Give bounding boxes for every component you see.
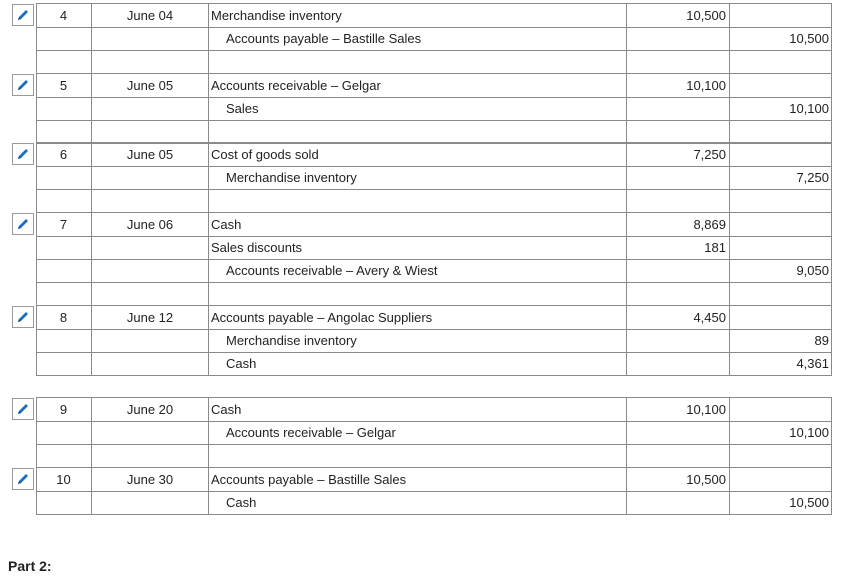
column-divider: [831, 120, 832, 143]
part-2-heading: Part 2:: [8, 558, 52, 574]
journal-line: [36, 4, 832, 28]
credit-amount: 10,500: [789, 31, 829, 46]
column-divider: [208, 97, 209, 120]
entry-number: 5: [59, 78, 68, 93]
column-divider: [208, 329, 209, 352]
account-title: Cash: [226, 356, 257, 371]
account-title: Accounts payable – Bastille Sales: [211, 472, 407, 487]
credit-amount: [730, 306, 829, 329]
column-divider: [36, 97, 37, 120]
column-divider: [36, 421, 37, 444]
debit-amount: [626, 282, 726, 305]
column-divider: [831, 97, 832, 120]
column-divider: [36, 27, 37, 50]
entry-number: 9: [59, 402, 68, 417]
entry-number: 8: [59, 310, 68, 325]
column-divider: [208, 236, 209, 259]
column-divider: [91, 259, 92, 282]
column-divider: [91, 97, 92, 120]
journal-line: [36, 468, 832, 492]
debit-amount: [626, 189, 726, 212]
account-title: Accounts receivable – Gelgar: [226, 425, 396, 440]
debit-amount: [626, 491, 726, 514]
edit-entry-button[interactable]: [12, 4, 34, 26]
debit-amount: 10,500: [686, 472, 726, 487]
account-title: Accounts payable – Bastille Sales: [226, 31, 422, 46]
column-divider: [91, 282, 92, 305]
column-divider: [208, 74, 209, 97]
account-title: Cash: [211, 402, 242, 417]
account-title: Merchandise inventory: [226, 170, 357, 185]
debit-amount: [626, 329, 726, 352]
credit-amount: [730, 143, 829, 166]
column-divider: [91, 236, 92, 259]
credit-amount: 10,500: [789, 495, 829, 510]
debit-amount: 181: [704, 240, 726, 255]
debit-amount: 4,450: [693, 310, 726, 325]
entry-number: 4: [59, 8, 68, 23]
column-divider: [831, 143, 832, 166]
column-divider: [36, 189, 37, 212]
entry-date: June 20: [126, 402, 174, 417]
column-divider: [36, 282, 37, 305]
column-divider: [831, 189, 832, 212]
column-divider: [831, 306, 832, 329]
credit-amount: 9,050: [796, 263, 829, 278]
column-divider: [36, 491, 37, 514]
account-title: [211, 282, 621, 305]
credit-amount: 7,250: [796, 170, 829, 185]
entry-date: June 05: [126, 78, 174, 93]
credit-amount: [730, 189, 829, 212]
account-title: Accounts payable – Angolac Suppliers: [211, 310, 433, 325]
credit-amount: [730, 282, 829, 305]
account-title: [211, 120, 621, 143]
debit-amount: [626, 352, 726, 375]
journal-line: [36, 282, 832, 306]
column-divider: [831, 282, 832, 305]
credit-amount: 89: [814, 333, 829, 348]
entry-date: June 06: [126, 217, 174, 232]
edit-entry-button[interactable]: [12, 213, 34, 235]
account-title: Cash: [211, 217, 242, 232]
column-divider: [208, 189, 209, 212]
column-divider: [831, 491, 832, 514]
column-divider: [208, 306, 209, 329]
column-divider: [91, 352, 92, 375]
column-divider: [831, 236, 832, 259]
column-divider: [36, 329, 37, 352]
journal-line: [36, 491, 832, 515]
column-divider: [36, 259, 37, 282]
credit-amount: [730, 120, 829, 143]
account-title: Merchandise inventory: [226, 333, 357, 348]
column-divider: [36, 166, 37, 189]
column-divider: [208, 352, 209, 375]
column-divider: [208, 27, 209, 50]
debit-amount: 10,100: [686, 402, 726, 417]
column-divider: [36, 236, 37, 259]
debit-amount: [626, 166, 726, 189]
edit-entry-button[interactable]: [12, 398, 34, 420]
account-title: Accounts receivable – Gelgar: [211, 78, 381, 93]
journal-line: [36, 97, 832, 121]
journal-line: [36, 352, 832, 376]
debit-amount: 7,250: [693, 147, 726, 162]
edit-entry-button[interactable]: [12, 74, 34, 96]
column-divider: [208, 282, 209, 305]
column-divider: [208, 468, 209, 491]
credit-amount: [730, 398, 829, 421]
journal-line: [36, 421, 832, 445]
column-divider: [208, 143, 209, 166]
journal-line: [36, 213, 832, 237]
column-divider: [831, 398, 832, 421]
column-divider: [91, 421, 92, 444]
journal-line: [36, 120, 832, 144]
credit-amount: 4,361: [796, 356, 829, 371]
column-divider: [831, 468, 832, 491]
column-divider: [91, 27, 92, 50]
column-divider: [831, 421, 832, 444]
column-divider: [208, 398, 209, 421]
journal-line: [36, 259, 832, 283]
journal-line: [36, 398, 832, 422]
journal-line: [36, 143, 832, 167]
column-divider: [831, 444, 832, 467]
column-divider: [91, 329, 92, 352]
journal-line: [36, 236, 832, 260]
column-divider: [91, 491, 92, 514]
journal-line: [36, 166, 832, 190]
account-title: Sales: [226, 101, 259, 116]
column-divider: [208, 4, 209, 27]
column-divider: [831, 166, 832, 189]
column-divider: [208, 259, 209, 282]
column-divider: [91, 50, 92, 73]
column-divider: [208, 491, 209, 514]
credit-amount: [730, 50, 829, 73]
journal-line: [36, 50, 832, 74]
credit-amount: [730, 74, 829, 97]
debit-amount: [626, 259, 726, 282]
column-divider: [831, 74, 832, 97]
column-divider: [91, 189, 92, 212]
credit-amount: [730, 468, 829, 491]
entry-date: June 12: [126, 310, 174, 325]
journal-line: [36, 306, 832, 330]
column-divider: [208, 444, 209, 467]
account-title: Merchandise inventory: [211, 8, 342, 23]
account-title: Cost of goods sold: [211, 147, 319, 162]
column-divider: [831, 352, 832, 375]
entry-date: June 30: [126, 472, 174, 487]
debit-amount: [626, 444, 726, 467]
account-title: [211, 50, 621, 73]
debit-amount: [626, 120, 726, 143]
account-title: [211, 189, 621, 212]
column-divider: [831, 50, 832, 73]
debit-amount: [626, 27, 726, 50]
journal-line: [36, 444, 832, 468]
edit-entry-button[interactable]: [12, 143, 34, 165]
edit-entry-button[interactable]: [12, 306, 34, 328]
column-divider: [831, 213, 832, 236]
credit-amount: 10,100: [789, 425, 829, 440]
credit-amount: [730, 4, 829, 27]
column-divider: [36, 352, 37, 375]
account-title: Sales discounts: [211, 240, 303, 255]
credit-amount: [730, 236, 829, 259]
entry-number: 7: [59, 217, 68, 232]
journal-line: [36, 27, 832, 51]
entry-date: June 04: [126, 8, 174, 23]
debit-amount: [626, 421, 726, 444]
edit-entry-button[interactable]: [12, 468, 34, 490]
debit-amount: 8,869: [693, 217, 726, 232]
debit-amount: 10,100: [686, 78, 726, 93]
column-divider: [208, 421, 209, 444]
column-divider: [831, 329, 832, 352]
column-divider: [831, 259, 832, 282]
column-divider: [91, 120, 92, 143]
column-divider: [208, 166, 209, 189]
entry-number: 6: [59, 147, 68, 162]
credit-amount: 10,100: [789, 101, 829, 116]
credit-amount: [730, 444, 829, 467]
column-divider: [91, 444, 92, 467]
column-divider: [208, 50, 209, 73]
entry-date: June 05: [126, 147, 174, 162]
column-divider: [36, 120, 37, 143]
debit-amount: 10,500: [686, 8, 726, 23]
column-divider: [208, 213, 209, 236]
credit-amount: [730, 213, 829, 236]
column-divider: [831, 27, 832, 50]
debit-amount: [626, 97, 726, 120]
account-title: Cash: [226, 495, 257, 510]
journal-line: [36, 189, 832, 213]
entry-number: 10: [56, 472, 71, 487]
account-title: Accounts receivable – Avery & Wiest: [226, 263, 438, 278]
journal-line: [36, 329, 832, 353]
column-divider: [36, 50, 37, 73]
debit-amount: [626, 50, 726, 73]
journal-line: [36, 74, 832, 98]
column-divider: [36, 444, 37, 467]
column-divider: [91, 166, 92, 189]
account-title: [211, 444, 621, 467]
column-divider: [831, 4, 832, 27]
column-divider: [208, 120, 209, 143]
